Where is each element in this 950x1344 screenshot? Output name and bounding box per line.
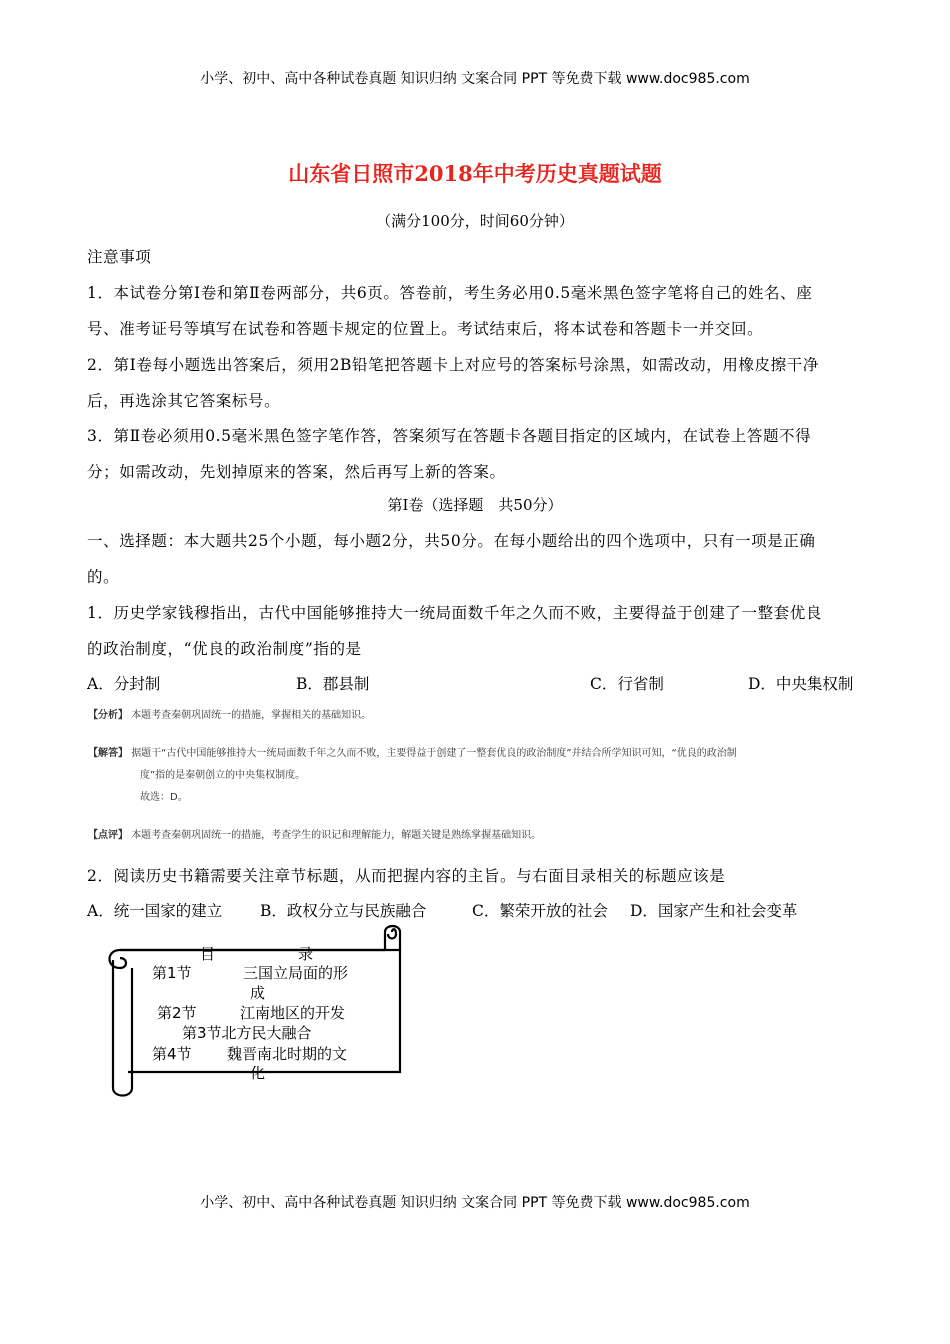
answer-label: 【解答】 [88,748,128,759]
page-header: 小学、初中、高中各种试卷真题 知识归纳 文案合同 PPT 等免费下载 www.doc985.com [200,71,750,87]
scroll-illustration [100,922,410,1102]
scroll-row-title: 三国立局面的形 [243,964,349,982]
q2-option-c: C．繁荣开放的社会 [472,902,608,920]
q1-option-a: A．分封制 [87,675,161,693]
q1-answer [88,744,737,759]
answer-text: 据题干“古代中国能够推持大一统局面数千年之久而不败，主要得益于创建了一整套优良的政治制度”并结合所学知识可知，“优良的政治制 [131,748,737,759]
scroll-row-title: 第3节北方民大融合 [182,1024,312,1042]
scroll-row-sec: 第4节 [152,1045,192,1063]
q1-option-b: B．郡县制 [296,675,370,693]
analysis-text: 本题考查秦朝巩固统一的措施，掌握相关的基础知识。 [131,710,372,721]
scroll-row-sec: 第2节 [157,1004,197,1022]
q1-answer-cont: 度”指的是秦朝创立的中央集权制度。 [140,770,306,781]
comment-label: 【点评】 [88,830,128,841]
scroll-row-title: 江南地区的开发 [240,1004,346,1022]
q2-option-a: A．统一国家的建立 [87,902,223,920]
comment-text: 本题考查秦朝巩固统一的措施，考查学生的识记和理解能力，解题关键是熟练掌握基础知识。 [131,830,542,841]
scroll-row-title-cont: 化 [250,1064,266,1082]
page-subtitle: （满分100分，时间60分钟） [376,212,574,230]
notice-line: 后，再选涂其它答案标号。 [87,392,281,410]
scroll-row-title: 魏晋南北时期的文 [227,1045,348,1063]
scroll-heading-right: 录 [298,945,314,963]
page-footer: 小学、初中、高中各种试卷真题 知识归纳 文案合同 PPT 等免费下载 www.doc985.com [200,1195,750,1211]
section-title: 第Ⅰ卷（选择题 共50分） [387,496,563,514]
q1-option-c: C．行省制 [590,675,664,693]
notice-heading: 注意事项 [87,248,152,266]
q1-comment [88,826,541,841]
q1-answer-choice: 故选：D。 [140,792,188,803]
notice-line: 1．本试卷分第Ⅰ卷和第Ⅱ卷两部分，共6页。答卷前，考生务必用0.5毫米黑色签字笔将自己的姓名、座 [87,284,813,302]
q2-option-d: D．国家产生和社会变革 [630,902,798,920]
scroll-row-sec: 第1节 [152,964,192,982]
scroll-heading-left: 目 [200,945,216,963]
analysis-label: 【分析】 [88,710,128,721]
section-intro: 一、选择题：本大题共25个小题，每小题2分，共50分。在每小题给出的四个选项中，只有一项是正确 [87,532,816,550]
q1-option-d: D．中央集权制 [748,675,854,693]
notice-line: 2．第Ⅰ卷每小题选出答案后，须用2B铅笔把答题卡上对应号的答案标号涂黑，如需改动，用橡皮擦干净 [87,356,819,374]
q1-analysis [88,706,371,721]
q1-stem: 的政治制度，“优良的政治制度”指的是 [87,640,362,658]
q2-stem: 2．阅读历史书籍需要关注章节标题，从而把握内容的主旨。与右面目录相关的标题应该是 [87,867,726,885]
notice-line: 分；如需改动，先划掉原来的答案，然后再写上新的答案。 [87,463,506,481]
section-intro: 的。 [87,568,120,586]
notice-line: 3．第Ⅱ卷必须用0.5毫米黑色签字笔作答，答案须写在答题卡各题目指定的区域内，在试卷上答题不得 [87,427,812,445]
notice-line: 号、准考证号等填写在试卷和答题卡规定的位置上。考试结束后，将本试卷和答题卡一并交回。 [87,320,764,338]
q2-option-b: B．政权分立与民族融合 [260,902,427,920]
q1-stem: 1．历史学家钱穆指出，古代中国能够推持大一统局面数千年之久而不败，主要得益于创建了一整套优良 [87,604,822,622]
scroll-row-title-cont: 成 [250,984,266,1002]
page-title: 山东省日照市2018年中考历史真题试题 [288,161,662,186]
